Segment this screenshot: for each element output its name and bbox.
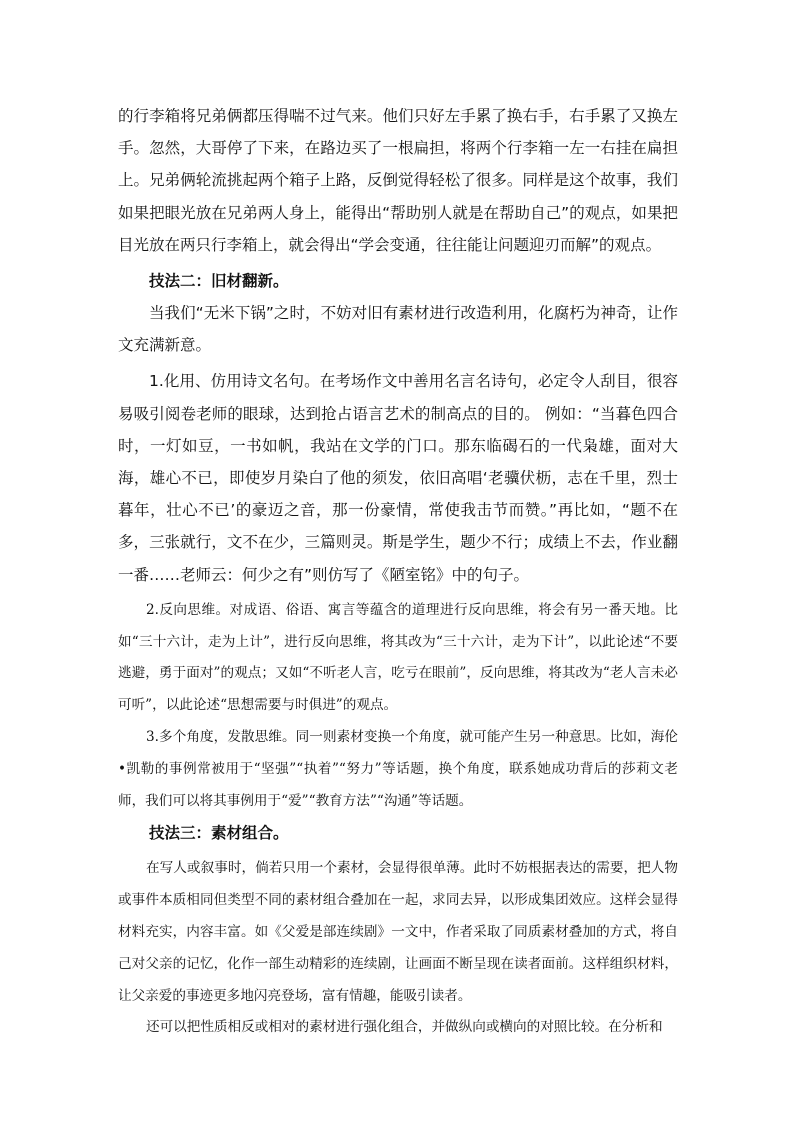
paragraph-method-one: 1.化用、仿用诗文名句。在考场作文中善用名言名诗句，必定令人刮目，很容易吸引阅卷老师的眼球，达到抢占语言艺术的制高点的目的。 例如：“当暮色四合时，一灯如豆，一书如帆，我站在文学的门口。那东临碣石的一代枭雄，面对大海，雄心不已，即使岁月染白了他的须发，依旧高唱‘老骥伏枥，志在千里，烈士暮年，壮心不已’的豪迈之音，那一份豪情，常使我击节而赞。”再比如，“题不在多，三张就行，文不在少，三篇则灵。斯是学生，题少不行；成绩上不去，作业翻一番……老师云：何少之有”则仿写了《陋室铭》中的句子。 [118, 372, 678, 584]
paragraph-contrast-combination: 还可以把性质相反或相对的素材进行强化组合，并做纵向或横向的对照比较。在分析和 [146, 1019, 663, 1036]
paragraph-technique-two-intro: 当我们“无米下锅”之时，不妨对旧有素材进行改造利用，化腐朽为神奇，让作文充满新意。 [118, 304, 678, 355]
paragraph-method-three: 3.多个角度，发散思维。同一则素材变换一个角度，就可能产生另一种意思。比如，海伦•凯勒的事例常被用于“坚强”“执着”“努力”等话题，换个角度，联系她成功背后的莎莉文老师，我们可以将其事例用于“爱”“教育方法”“沟通”等话题。 [118, 729, 678, 809]
paragraph-method-two: 2.反向思维。对成语、俗语、寓言等蕴含的道理进行反向思维，将会有另一番天地。比如“三十六计，走为上计”，进行反向思维，将其改为“三十六计，走为下计”，以此论述“不要逃避，勇于面对”的观点；又如“不听老人言，吃亏在眼前”，反向思维，将其改为“老人言未必可听”，以此论述“思想需要与时俱进”的观点。 [118, 601, 678, 714]
paragraph-story-continuation: 的行李箱将兄弟俩都压得喘不过气来。他们只好左手累了换右手，右手累了又换左手。忽然，大哥停了下来，在路边买了一根扁担，将两个行李箱一左一右挂在扁担上。兄弟俩轮流挑起两个箱子上路，反倒觉得轻松了很多。同样是这个故事，我们如果把眼光放在兄弟两人身上，能得出“帮助别人就是在帮助自己”的观点，如果把目光放在两只行李箱上，就会得出“学会变通，往往能让问题迎刃而解”的观点。 [118, 107, 678, 254]
document-body [118, 100, 678, 1044]
heading-technique-three: 技法三：素材组合。 [149, 824, 289, 843]
paragraph-technique-three-body: 在写人或叙事时，倘若只用一个素材，会显得很单薄。此时不妨根据表达的需要，把人物或事件本质相同但类型不同的素材组合叠加在一起，求同去异，以形成集团效应。这样会显得材料充实，内容丰富。如《父爱是部连续剧》一文中，作者采取了同质素材叠加的方式，将自己对父亲的记忆，化作一部生动精彩的连续剧，让画面不断呈现在读者面前。这样组织材料，让父亲爱的事迹更多地闪亮登场，富有情趣，能吸引读者。 [118, 860, 678, 1004]
heading-technique-two: 技法二：旧材翻新。 [149, 272, 289, 291]
